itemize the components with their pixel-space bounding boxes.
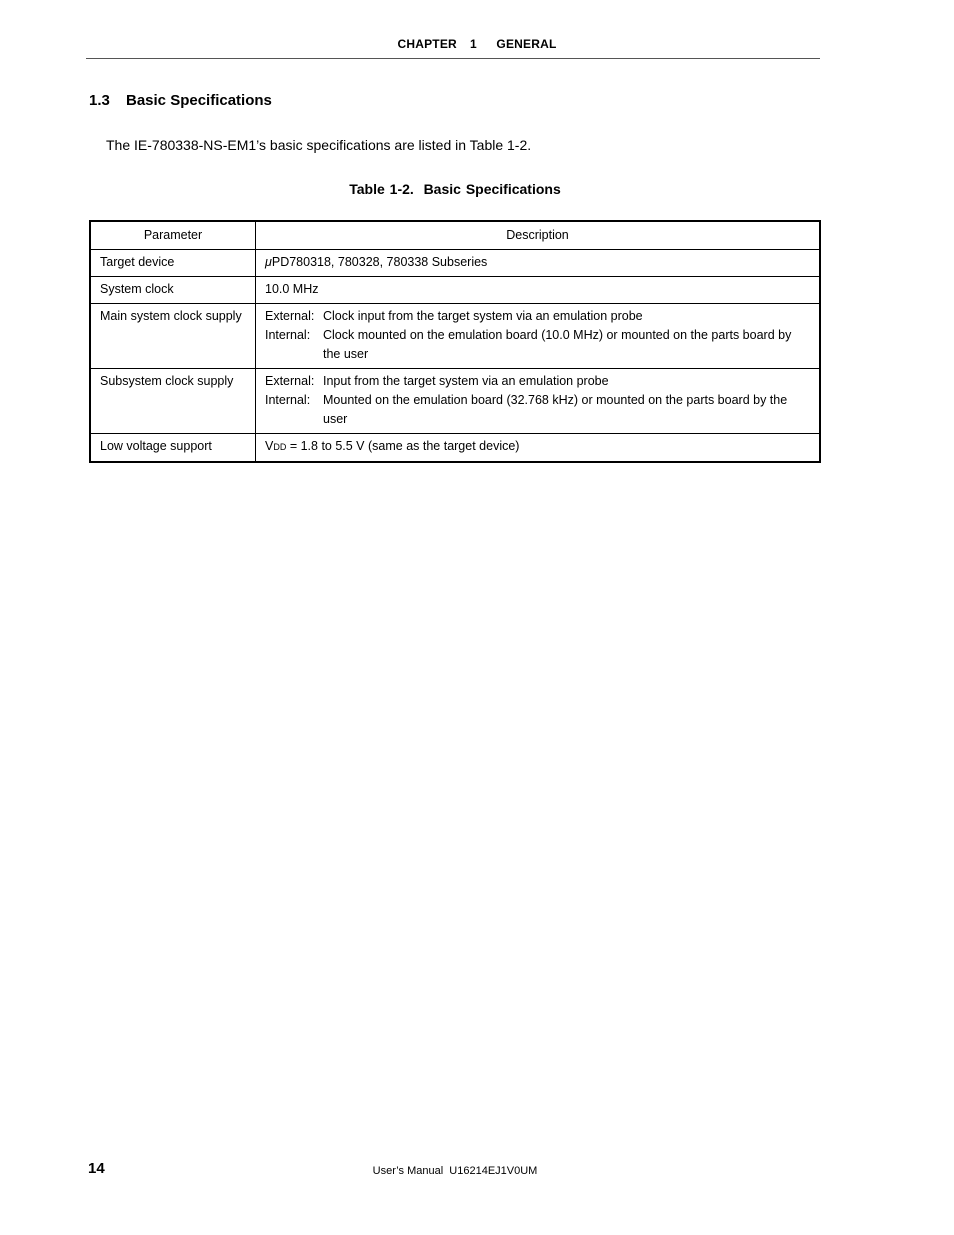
section-number: 1.3	[89, 92, 110, 109]
line-text: Input from the target system via an emulation probe	[323, 374, 609, 388]
mu-symbol: μ	[265, 255, 272, 269]
header-rule	[86, 58, 820, 59]
description-text: = 1.8 to 5.5 V (same as the target device)	[286, 439, 520, 453]
line-text: Clock input from the target system via an emulation probe	[323, 309, 643, 323]
parameter-cell: Main system clock supply	[90, 304, 256, 369]
description-cell	[256, 304, 821, 369]
section-title	[89, 92, 272, 109]
section-title-text: Basic Specifications	[126, 92, 272, 109]
description-cell: 10.0 MHz	[256, 277, 821, 304]
description-cell	[256, 434, 821, 463]
description-line	[265, 372, 810, 391]
parameter-cell: System clock	[90, 277, 256, 304]
line-label: External:	[265, 309, 315, 323]
parameter-cell: Low voltage support	[90, 434, 256, 463]
description-line	[265, 326, 810, 364]
intro-paragraph: The IE-780338-NS-EM1’s basic specifications are listed in Table 1-2.	[106, 137, 532, 153]
line-text: Mounted on the emulation board (32.768 kHz) or mounted on the parts board by the user	[323, 393, 788, 426]
spec-table	[89, 220, 821, 463]
table-header-row	[90, 221, 820, 250]
vdd-subscript: DD	[273, 442, 287, 452]
table-row	[90, 369, 820, 434]
table-row	[90, 434, 820, 463]
description-cell	[256, 369, 821, 434]
line-label: Internal:	[265, 328, 311, 342]
table-row	[90, 304, 820, 369]
page-number: 14	[88, 1160, 105, 1177]
table-caption: Table 1-2. Basic Specifications	[349, 181, 561, 197]
description-line	[265, 307, 810, 326]
table-row	[90, 250, 820, 277]
parameter-cell: Subsystem clock supply	[90, 369, 256, 434]
vdd-v: V	[265, 439, 274, 453]
line-text: Clock mounted on the emulation board (10.0 MHz) or mounted on the parts board by the user	[323, 328, 792, 361]
description-cell	[256, 250, 821, 277]
parameter-cell: Target device	[90, 250, 256, 277]
page-header: CHAPTER 1 GENERAL	[397, 37, 557, 51]
line-label: External:	[265, 374, 315, 388]
footer-manual-id: User’s Manual U16214EJ1V0UM	[372, 1165, 538, 1177]
line-label: Internal:	[265, 393, 311, 407]
header-description: Description	[256, 221, 821, 250]
table-row	[90, 277, 820, 304]
header-parameter: Parameter	[90, 221, 256, 250]
description-line	[265, 391, 810, 429]
description-text: PD780318, 780328, 780338 Subseries	[271, 255, 488, 269]
